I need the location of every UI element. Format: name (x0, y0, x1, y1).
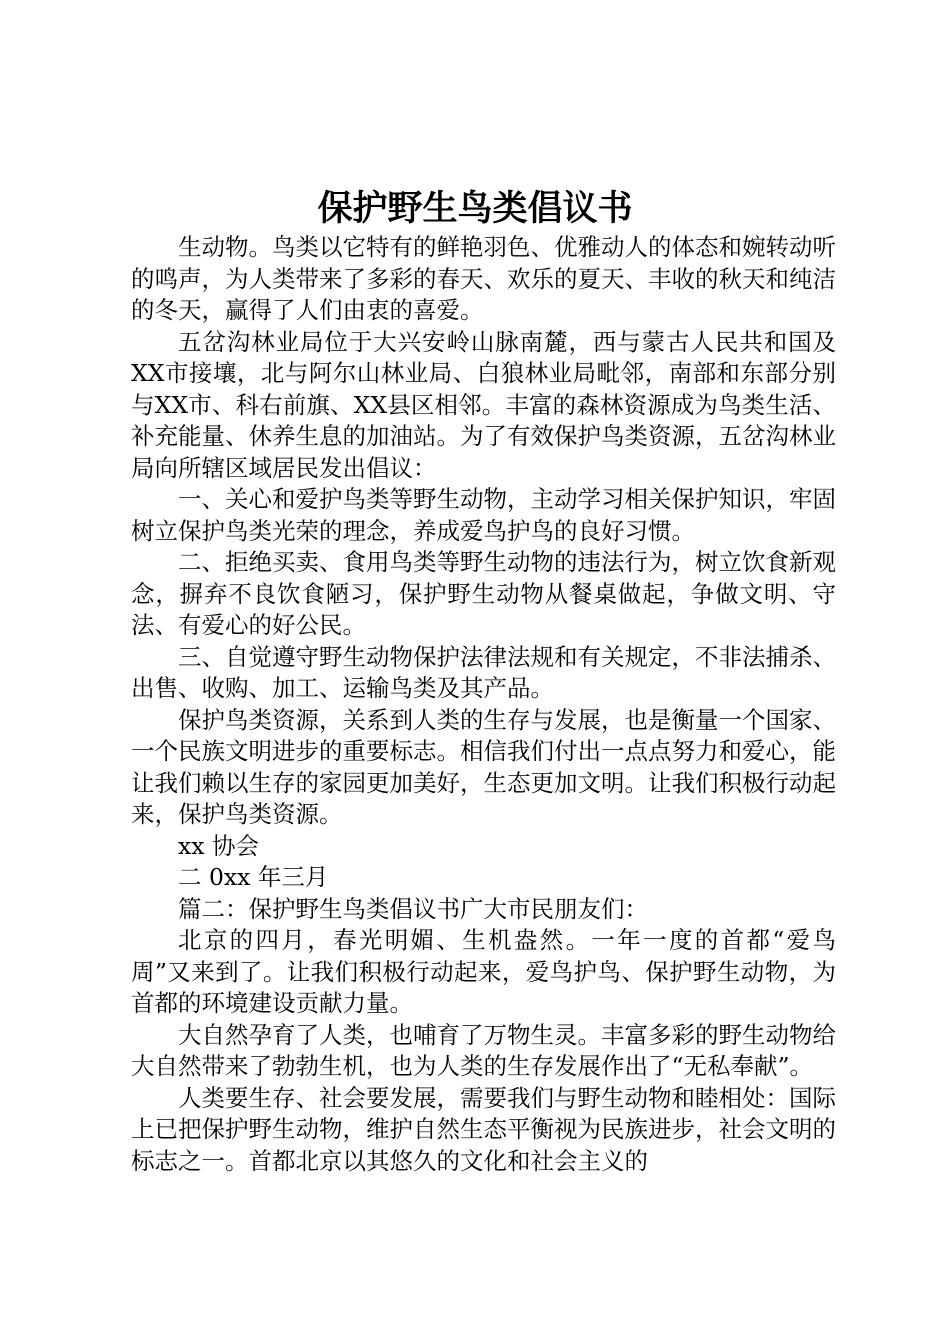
document-title: 保护野生鸟类倡议书 (317, 189, 633, 229)
paragraph: 北京的四月，春光明媚、生机盎然。一年一度的首都“爱鸟周”又来到了。让我们积极行动起来，爱鸟护鸟、保护野生动物，为首都的环境建设贡献力量。 (131, 926, 836, 1017)
signature-date: 二 0xx 年三月 (178, 863, 329, 891)
paragraph: 二、拒绝买卖、食用鸟类等野生动物的违法行为，树立饮食新观念，摒弃不良饮食陋习，保护野生动物从餐桌做起，争做文明、守法、有爱心的好公民。 (131, 548, 836, 639)
paragraph: 篇二：保护野生鸟类倡议书广大市民朋友们： (178, 894, 648, 923)
paragraph: 五岔沟林业局位于大兴安岭山脉南麓，西与蒙古人民共和国及XX市接壤，北与阿尔山林业局、白狼林业局毗邻，南部和东部分别与XX市、科右前旗、XX县区相邻。丰富的森林资源成为鸟类生活、补充能量、休养生息的加油站。为了有效保护鸟类资源，五岔沟林业局向所辖区域居民发出倡议： (131, 327, 836, 482)
document-body (131, 232, 836, 1177)
paragraph: 人类要生存、社会要发展，需要我们与野生动物和睦相处：国际上已把保护野生动物，维护自然生态平衡视为民族进步，社会文明的标志之一。首都北京以其悠久的文化和社会主义的 (131, 1083, 836, 1175)
paragraph: 三、自觉遵守野生动物保护法律法规和有关规定，不非法捕杀、出售、收购、加工、运输鸟类及其产品。 (131, 642, 836, 702)
paragraph: 一、关心和爱护鸟类等野生动物，主动学习相关保护知识，牢固树立保护鸟类光荣的理念，养成爱鸟护鸟的良好习惯。 (131, 485, 836, 545)
paragraph: 保护鸟类资源，关系到人类的生存与发展，也是衡量一个国家、一个民族文明进步的重要标志。相信我们付出一点点努力和爱心，能让我们赖以生存的家园更加美好，生态更加文明。让我们积极行动起来，保护鸟类资源。 (131, 705, 836, 828)
signature-org: xx 协会 (178, 831, 259, 860)
paragraph: 生动物。鸟类以它特有的鲜艳羽色、优雅动人的体态和婉转动听的鸣声，为人类带来了多彩的春天、欢乐的夏天、丰收的秋天和纯洁的冬天，赢得了人们由衷的喜爱。 (131, 233, 836, 324)
paragraph: 大自然孕育了人类，也哺育了万物生灵。丰富多彩的野生动物给大自然带来了勃勃生机，也为人类的生存发展作出了“无私奉献”。 (131, 1020, 836, 1080)
